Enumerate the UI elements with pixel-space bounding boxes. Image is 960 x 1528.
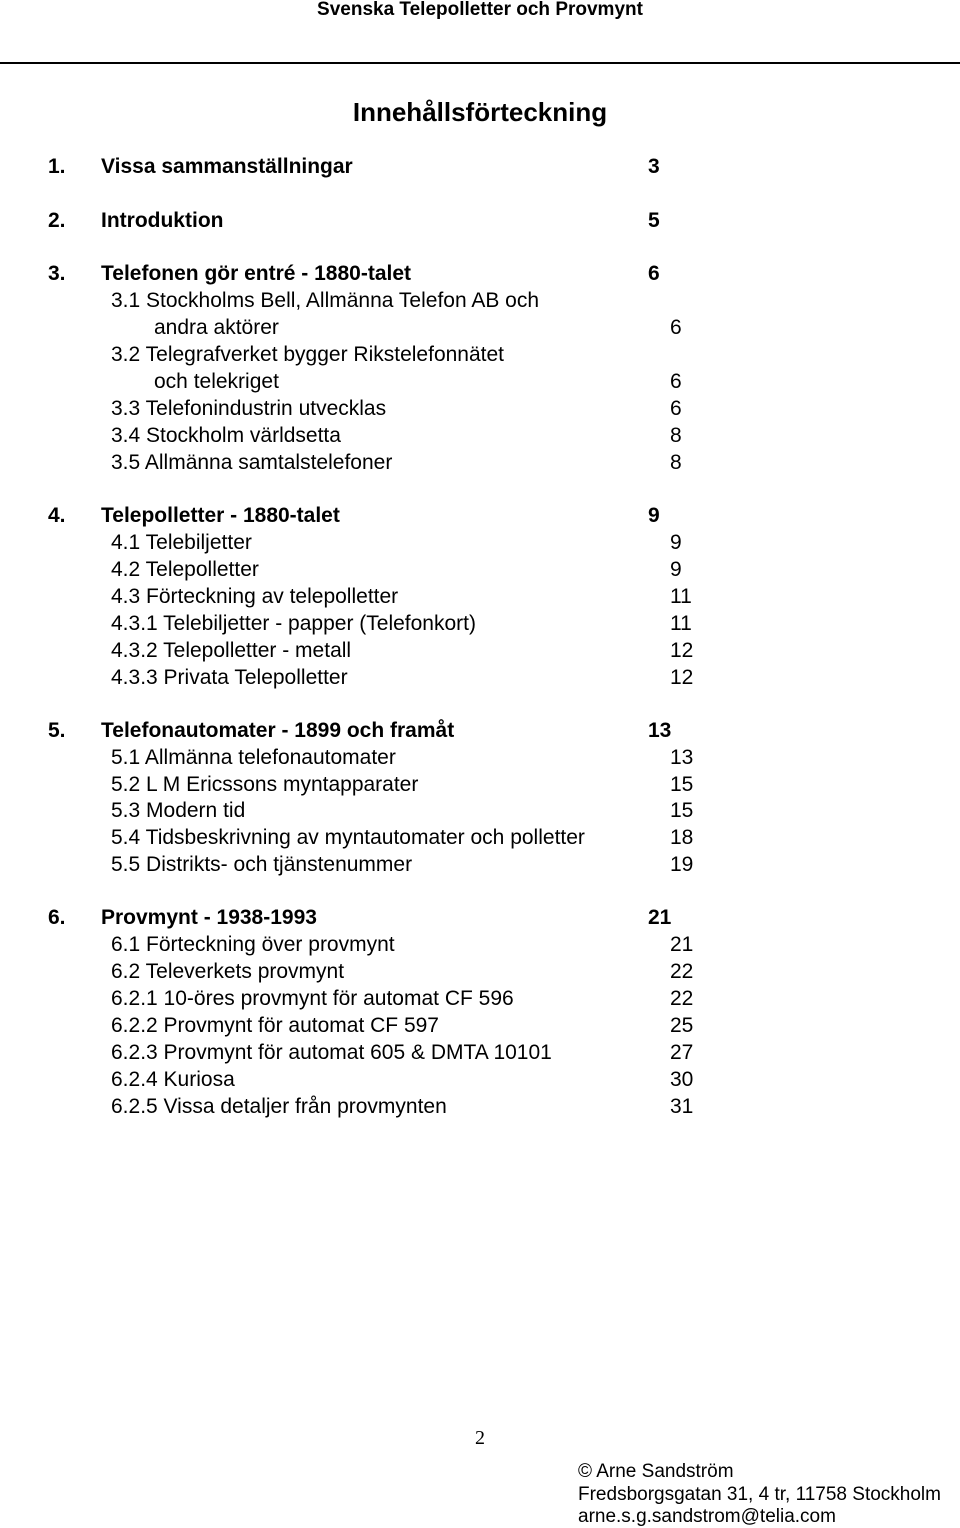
toc-entry-page: 21 [670,933,694,956]
toc-entry-text: 5.4 Tidsbeskrivning av myntautomater och polletter [111,826,585,849]
toc-entry-page: 8 [670,424,682,447]
toc-subentry [0,1093,960,1120]
toc-entry-page: 19 [670,853,694,876]
toc-subentry [0,610,960,637]
toc-subentry [0,341,960,368]
toc-subentry [0,556,960,583]
toc-entry-page: 13 [670,746,694,769]
toc-subentry [0,395,960,422]
toc-entry-chapter-4 [0,502,960,529]
toc-entry-chapter-5 [0,717,960,744]
page-number: 2 [475,1427,485,1449]
toc-entry-text: 3.2 Telegrafverket bygger Rikstelefonnätet [111,343,505,366]
toc-subentry [0,422,960,449]
toc-entry-text: 4.1 Telebiljetter [111,531,252,554]
toc-entry-text: 6.2 Televerkets provmynt [111,960,345,983]
toc-entry-page: 27 [670,1041,694,1064]
toc-entry-text: 6.2.3 Provmynt för automat 605 & DMTA 10101 [111,1041,552,1064]
toc-entry-page: 3 [648,155,660,178]
toc-subentry [0,744,960,771]
toc-entry-text: 6.2.5 Vissa detaljer från provmynten [111,1095,447,1118]
toc-entry-page: 5 [648,209,660,232]
toc-entry-text: andra aktörer [154,316,279,339]
toc-entry-chapter-3 [0,260,960,287]
toc-subentry [0,664,960,691]
toc-subentry [0,314,960,341]
toc-subentry [0,449,960,476]
toc-entry-text: 6.2.2 Provmynt för automat CF 597 [111,1014,439,1037]
toc-entry-page: 9 [648,504,660,527]
toc-entry-number: 5. [48,719,66,742]
toc-entry-text: 3.4 Stockholm världsetta [111,424,341,447]
toc-entry-text: 4.3.3 Privata Telepolletter [111,666,348,689]
toc-subentry [0,824,960,851]
toc-entry-text: 4.3 Förteckning av telepolletter [111,585,399,608]
toc-subentry [0,1012,960,1039]
footer-email: arne.s.g.sandstrom@telia.com [578,1506,836,1527]
toc-entry-text: 5.1 Allmänna telefonautomater [111,746,396,769]
toc-entry-page: 11 [670,612,692,635]
toc-title: Innehållsförteckning [352,97,608,127]
toc-entry-text: 6.2.4 Kuriosa [111,1068,235,1091]
toc-subentry [0,931,960,958]
toc-entry-text: 3.1 Stockholms Bell, Allmänna Telefon AB och [111,289,540,312]
toc-entry-text: 3.5 Allmänna samtalstelefoner [111,451,393,474]
toc-entry-page: 12 [670,666,694,689]
toc-entry-page: 25 [670,1014,694,1037]
toc-entry-page: 15 [670,799,694,822]
toc-entry-page: 22 [670,960,694,983]
toc-entry-text: 4.2 Telepolletter [111,558,259,581]
footer-copyright: © Arne Sandström [578,1461,734,1482]
toc-entry-text: Vissa sammanställningar [101,155,353,178]
toc-subentry [0,368,960,395]
toc-entry-text: 6.1 Förteckning över provmynt [111,933,395,956]
toc-entry-text: 5.3 Modern tid [111,799,246,822]
toc-entry-page: 6 [648,262,660,285]
toc-subentry [0,1066,960,1093]
footer-address: Fredsborgsgatan 31, 4 tr, 11758 Stockholm [578,1484,941,1505]
toc-entry-number: 3. [48,262,66,285]
toc-entry-text: 5.5 Distrikts- och tjänstenummer [111,853,413,876]
toc-entry-number: 1. [48,155,66,178]
toc-entry-text: Telepolletter - 1880-talet [101,504,340,527]
toc-entry-text: Provmynt - 1938-1993 [101,906,317,929]
toc-entry-text: 4.3.2 Telepolletter - metall [111,639,352,662]
toc-subentry [0,797,960,824]
toc-entry-text: 4.3.1 Telebiljetter - papper (Telefonkort) [111,612,476,635]
toc-entry-page: 6 [670,370,682,393]
toc-subentry [0,583,960,610]
toc-subentry [0,958,960,985]
running-header [0,0,960,26]
header-title: Svenska Telepolletter och Provmynt [317,0,643,20]
toc-subentry [0,287,960,314]
toc-entry-page: 15 [670,773,694,796]
toc-subentry [0,771,960,798]
toc-entry-text: Telefonen gör entré - 1880-talet [101,262,412,285]
toc-entry-text: 5.2 L M Ericssons myntapparater [111,773,419,796]
toc-entry-page: 6 [670,397,682,420]
toc-entry-page: 30 [670,1068,694,1091]
toc-entry-page: 8 [670,451,682,474]
toc-entry-page: 22 [670,987,694,1010]
toc-entry-page: 21 [648,906,672,929]
toc-entry-text: och telekriget [154,370,279,393]
toc-subentry [0,851,960,878]
toc-entry-text: 3.3 Telefonindustrin utvecklas [111,397,387,420]
toc-entry-page: 11 [670,585,692,608]
toc-entry-page: 6 [670,316,682,339]
toc-entry-chapter-1 [0,153,960,180]
toc-entry-text: Telefonautomater - 1899 och framåt [101,719,455,742]
toc-entry-number: 2. [48,209,66,232]
header-divider [0,62,960,64]
toc-subentry [0,1039,960,1066]
toc-entry-page: 12 [670,639,694,662]
toc-subentry [0,985,960,1012]
toc-subentry [0,529,960,556]
toc-entry-number: 6. [48,906,66,929]
toc-entry-number: 4. [48,504,66,527]
toc-entry-page: 9 [670,531,682,554]
toc-subentry [0,637,960,664]
toc-entry-text: Introduktion [101,209,224,232]
toc-entry-page: 18 [670,826,694,849]
toc-entry-text: 6.2.1 10-öres provmynt för automat CF 596 [111,987,514,1010]
toc-entry-page: 13 [648,719,672,742]
toc-entry-page: 9 [670,558,682,581]
toc-entry-chapter-6 [0,904,960,931]
toc-entry-chapter-2 [0,207,960,234]
toc-entry-page: 31 [670,1095,694,1118]
